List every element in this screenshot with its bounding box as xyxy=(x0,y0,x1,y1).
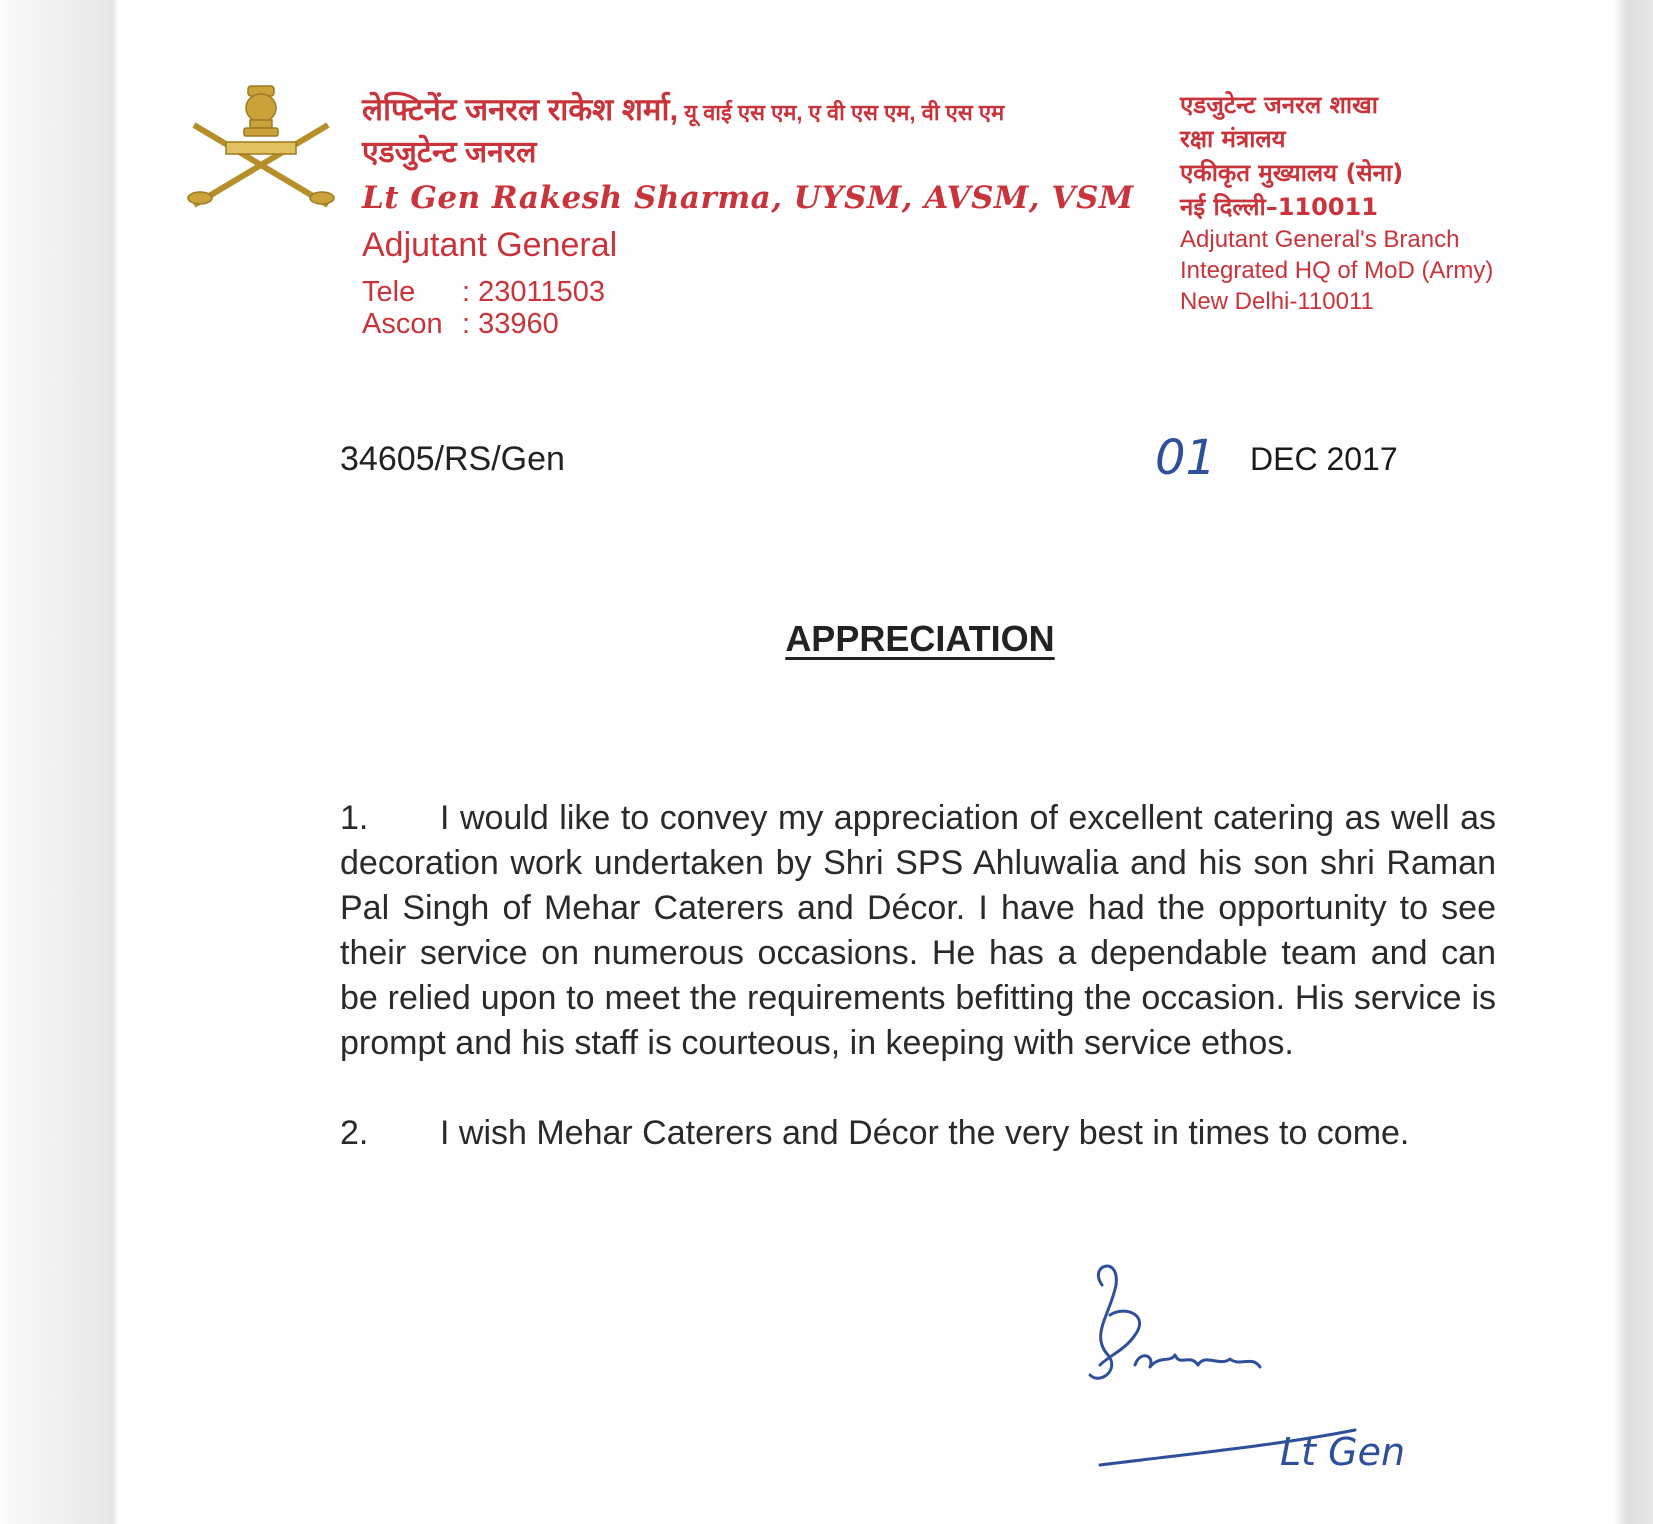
letter-body xyxy=(340,796,1496,1201)
tele-row xyxy=(362,276,605,308)
officer-title-hindi: एडजुटेन्ट जनरल xyxy=(362,136,537,169)
address-english-line3: New Delhi-110011 xyxy=(1180,288,1374,315)
address-hindi-line2: रक्षा मंत्रालय xyxy=(1180,125,1286,153)
address-english-line2: Integrated HQ of MoD (Army) xyxy=(1180,257,1494,284)
address-english-line1: Adjutant General's Branch xyxy=(1180,226,1460,253)
paragraph-1 xyxy=(340,796,1496,1066)
signature-rank: Lt Gen xyxy=(1280,1430,1406,1474)
officer-name-english: Lt Gen Rakesh Sharma, UYSM, AVSM, VSM xyxy=(362,180,1134,216)
ascon-label: Ascon xyxy=(362,308,443,340)
officer-title-english: Adjutant General xyxy=(362,226,618,264)
ascon-row xyxy=(362,308,605,340)
tele-value: : 23011503 xyxy=(462,276,605,308)
letter-heading xyxy=(0,618,1653,660)
paragraph-number: 1. xyxy=(340,799,369,837)
officer-decorations-hindi: यू वाई एस एम, ए वी एस एम, वी एस एम xyxy=(678,100,1005,125)
army-emblem-icon xyxy=(186,80,336,220)
officer-name-hindi-text: लेफ्टिनेंट जनरल राकेश शर्मा, xyxy=(362,92,679,127)
letter-heading-text: APPRECIATION xyxy=(785,618,1055,659)
paragraph-text: I wish Mehar Caterers and Décor the very best in times to come. xyxy=(440,1114,1410,1152)
office-address xyxy=(1180,88,1493,317)
paragraph-number: 2. xyxy=(340,1114,369,1152)
paragraph-2 xyxy=(340,1111,1496,1156)
reference-number: 34605/RS/Gen xyxy=(340,440,565,478)
tele-label: Tele xyxy=(362,276,416,308)
contact-block xyxy=(362,276,605,340)
address-hindi-line3: एकीकृत मुख्यालय (सेना) xyxy=(1180,159,1404,187)
officer-name-hindi xyxy=(362,88,1004,130)
ascon-value: : 33960 xyxy=(462,308,559,340)
date-month-year: DEC 2017 xyxy=(1250,441,1398,477)
address-hindi-line4: नई दिल्ली–110011 xyxy=(1180,193,1378,221)
paragraph-text: I would like to convey my appreciation of excellent catering as well as decoration work undertaken by Shri SPS Ahluwalia and his son shri Raman Pal Singh of Mehar Caterers and Décor. I have had the opportunity to see their service on numerous occasions. He has a dependable team and can be relied upon to meet the requirements befitting the occasion. His service is prompt and his staff is courteous, in keeping with service ethos. xyxy=(340,799,1496,1062)
scan-shadow-left xyxy=(0,0,118,1524)
scan-shadow-right xyxy=(1613,0,1653,1524)
date-day-handwritten: 01 xyxy=(1155,430,1217,486)
address-hindi-line1: एडजुटेन्ट जनरल शाखा xyxy=(1180,91,1378,119)
